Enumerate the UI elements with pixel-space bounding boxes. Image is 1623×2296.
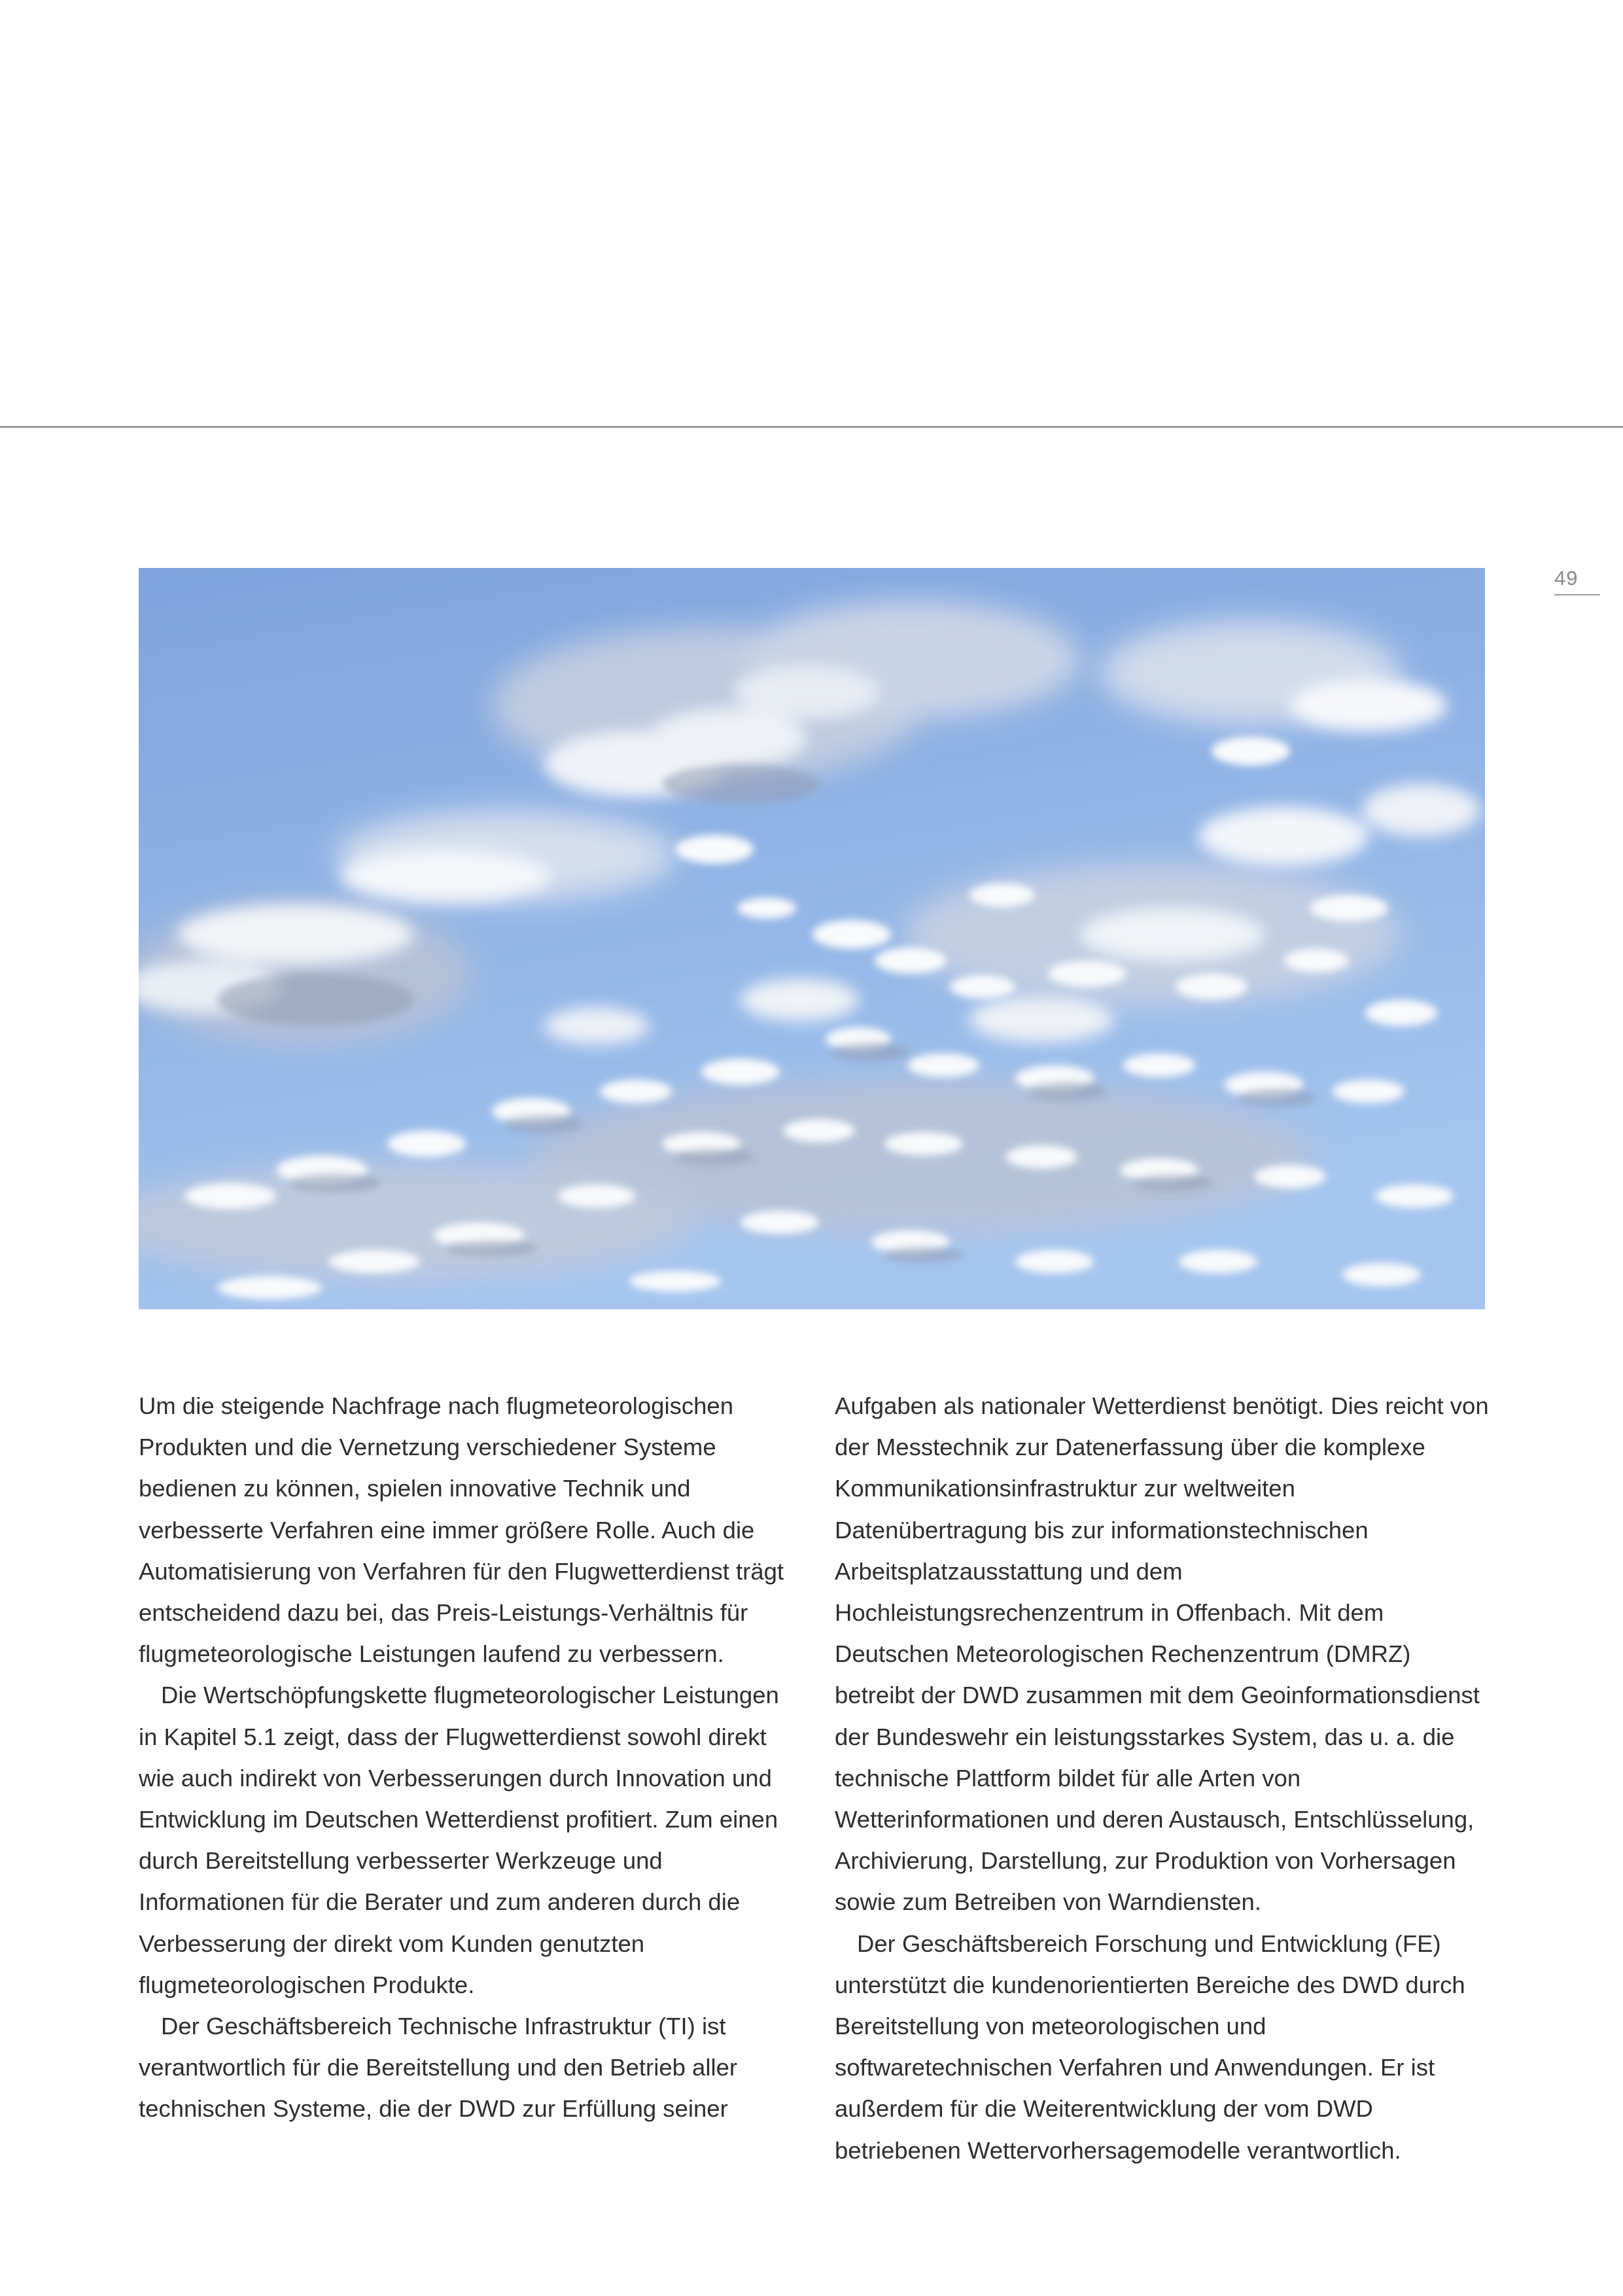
header-rule <box>0 426 1623 428</box>
page-number: 49 <box>1554 567 1600 595</box>
cloud-sky-image <box>139 568 1485 1309</box>
text-column-left <box>139 1385 801 2130</box>
paragraph: Aufgaben als nationaler Wetterdienst benötigt. Dies reicht von der Messtechnik zur Datenerfassung über die komplexe Kommunikationsinfrastruktur zur weltweiten Datenübertragung bis zur informationstechnischen Arbeitsplatzausstattung und dem Hochleistungsrechenzentrum in Offenbach. Mit dem Deutschen Meteorologischen Rechenzentrum (DMRZ) betreibt der DWD zusammen mit dem Geoinformationsdienst der Bundeswehr ein leistungsstarkes System, das u. a. die technische Plattform bildet für alle Arten von Wetterinformationen und deren Austausch, Entschlüsselung, Archivierung, Darstellung, zur Produktion von Vorhersagen sowie zum Betreiben von Warndiensten. <box>835 1392 1489 1916</box>
text-column-right <box>835 1385 1489 2171</box>
sky-photo <box>139 568 1485 1309</box>
paragraph: Der Geschäftsbereich Technische Infrastruktur (TI) ist verantwortlich für die Bereitstellung und den Betrieb aller technischen Systeme, die der DWD zur Erfüllung seiner <box>139 2013 738 2123</box>
paragraph: Die Wertschöpfungskette flugmeteorologischer Leistungen in Kapitel 5.1 zeigt, dass der Flugwetterdienst sowohl direkt wie auch indirekt von Verbesserungen durch Innovation und Entwicklung im Deutschen Wetterdienst profitiert. Zum einen durch Bereitstellung verbesserter Werkzeuge und Informationen für die Berater und zum anderen durch die Verbesserung der direkt vom Kunden genutzten flugmeteorologischen Produkte. <box>139 1682 779 1998</box>
paragraph: Der Geschäftsbereich Forschung und Entwicklung (FE) unterstützt die kundenorientierten Bereiche des DWD durch Bereitstellung von meteorologischen und softwaretechnischen Verfahren und Anwendungen. Er ist außerdem für die Weiterentwicklung der vom DWD betriebenen Wettervorhersagemodelle verantwortlich. <box>835 1930 1465 2164</box>
paragraph: Um die steigende Nachfrage nach flugmeteorologischen Produkten und die Vernetzung verschiedener Systeme bedienen zu können, spielen innovative Technik und verbesserte Verfahren eine immer größere Rolle. Auch die Automatisierung von Verfahren für den Flugwetterdienst trägt entscheidend dazu bei, das Preis-Leistungs-Verhältnis für flugmeteorologische Leistungen laufend zu verbessern. <box>139 1392 784 1668</box>
